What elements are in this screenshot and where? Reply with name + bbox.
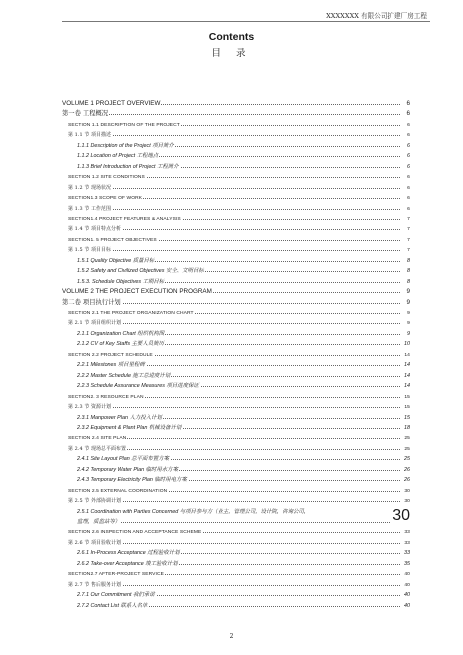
toc-dot-leader [68, 407, 400, 408]
toc-page-number: 14 [404, 352, 410, 358]
toc-entry[interactable] [0, 171, 463, 181]
toc-page-number: 35 [404, 560, 410, 567]
toc-entry-title: 2.3.1 Manpower Plan 人力投入计划 [77, 414, 162, 421]
toc-entry-title: 第 2.4 节 现场总平面布置 [68, 445, 126, 452]
toc-entry[interactable] [0, 558, 463, 568]
toc-entry-title: SECTION 2.6 INSPECTION AND ACCEPTANCE SCHEME [68, 530, 202, 536]
toc-entry[interactable] [0, 140, 463, 150]
toc-entry[interactable] [0, 286, 463, 296]
toc-page-number: 6 [407, 196, 410, 202]
toc-page-number: 14 [404, 383, 410, 390]
toc-entry-title: 第 1.1 节 项目描述 [68, 132, 111, 139]
toc-dot-leader [77, 522, 400, 523]
toc-page-number: 15 [404, 414, 410, 421]
toc-entry[interactable] [0, 422, 463, 432]
toc-page-number: 8 [407, 257, 410, 264]
toc-entry[interactable] [0, 223, 463, 233]
toc-entry-title: SECTION1. 5 PROJECT OBJECTIVES [68, 237, 157, 243]
toc-entry-title: 第 2.3 节 资源计划 [68, 404, 111, 411]
toc-entry[interactable] [0, 547, 463, 557]
toc-entry[interactable] [0, 297, 463, 307]
toc-page-number: 25 [404, 436, 410, 442]
toc-entry[interactable] [0, 192, 463, 202]
toc-dot-leader [68, 250, 400, 251]
toc-entry-title: 2.4.3 Temporary Electricity Plan 临时用电方案 [77, 477, 187, 484]
toc-entry[interactable] [0, 474, 463, 484]
toc-page-number: 7 [407, 237, 410, 243]
toc-entry-title: SECTION 1.2 SITE CONDITIONS [68, 175, 145, 181]
toc-entry[interactable] [0, 328, 463, 338]
toc-entry[interactable] [0, 108, 463, 118]
toc-entry-title: 2.5.1 Coordination with Parties Concerned 与项目参与方（业主，管理公司，设计院，咨询公司， [77, 508, 310, 515]
toc-entry[interactable] [0, 401, 463, 411]
toc-entry[interactable] [0, 213, 463, 223]
contents-title-chinese: 目 录 [211, 48, 252, 59]
toc-entry[interactable] [0, 589, 463, 599]
toc-entry-title: 2.4.2 Temporary Water Plan 临时用水方案 [77, 466, 178, 473]
toc-page-number: 6 [407, 133, 410, 139]
toc-page-number: 9 [407, 311, 410, 316]
toc-dot-leader [68, 135, 400, 136]
toc-dot-leader [68, 209, 400, 210]
toc-entry-title: 第 2.1 节 项目组织计划 [68, 320, 121, 327]
toc-entry[interactable] [0, 119, 463, 129]
toc-page-number: 30 [404, 488, 410, 494]
toc-entry-title: SECTION1.3 SCOPE OF WORK [68, 196, 143, 202]
toc-entry-title: 2.2.2 Master Schedule 施工总进度计划 [77, 372, 171, 379]
toc-entry[interactable] [0, 391, 463, 401]
toc-entry[interactable] [0, 203, 463, 213]
toc-page-number: 6 [407, 153, 410, 160]
toc-page-number: 25 [404, 446, 410, 452]
toc-page-number: 30 [392, 507, 410, 524]
toc-page-number: 8 [407, 278, 410, 285]
toc-page-number: 9 [407, 330, 410, 337]
toc-entry-title: 1.1.2 Location of Project 工程地点 [77, 153, 159, 160]
toc-entry-title: 2.7.2 Contact List 联系人名单 [77, 602, 148, 609]
toc-entry[interactable] [0, 485, 463, 495]
toc-page-number: 6 [407, 206, 410, 212]
toc-entry-title: 第 1.2 节 现场状况 [68, 184, 111, 191]
toc-entry-title: 第 2.6 节 项目验收计划 [68, 539, 121, 546]
toc-page-number: 15 [404, 394, 410, 400]
toc-entry[interactable] [0, 412, 463, 422]
toc-entry[interactable] [0, 317, 463, 327]
toc-entry[interactable] [0, 380, 463, 390]
toc-entry[interactable] [0, 359, 463, 369]
toc-entry[interactable] [0, 98, 463, 108]
toc-entry-title: 1.5.1 Quality Objective 质量目标 [77, 257, 155, 264]
toc-entry[interactable] [0, 182, 463, 192]
toc-entry-title: 第 1.5 节 项目目标 [68, 247, 111, 254]
toc-entry-title: 第 1.3 节 工作范围 [68, 205, 111, 212]
toc-page-number: 33 [404, 530, 410, 536]
toc-entry-title: SECTION2. 3 RESOURCE PLAN [68, 394, 144, 400]
toc-page-number: 10 [404, 341, 410, 348]
toc-page-number: 25 [404, 456, 410, 463]
toc-entry-title: VOLUME 2 THE PROJECT EXECUTION PROGRAM [62, 288, 212, 296]
toc-page-number: 14 [404, 362, 410, 369]
toc-entry-title: 1.1.3 Brief Introduction of Project 工程简介 [77, 163, 179, 170]
toc-page-number: 9 [406, 288, 410, 296]
toc-page-number: 6 [407, 185, 410, 191]
toc-entry-title: SECTION 2.2 PROJECT SCHEDULE [68, 352, 153, 358]
toc-page-number: 8 [407, 268, 410, 275]
toc-entry-title: SECTION1.4 PROJECT FEATURES & ANALYSIS [68, 216, 181, 222]
toc-entry[interactable] [0, 600, 463, 610]
toc-page-number: 40 [404, 582, 410, 588]
toc-page-number: 6 [407, 142, 410, 149]
toc-entry-title: 1.5.2 Safety and Civilized Objectives 安全、文明目标 [77, 268, 204, 275]
toc-entry-title: 2.1.1 Organization Chart 组织机构图 [77, 330, 165, 337]
toc-entry-title: SECTION2.7 AFTER-PROJECT SERVICE [68, 572, 164, 578]
toc-entry[interactable] [0, 255, 463, 265]
toc-entry-title: 2.4.1 Site Layout Plan 总平面布置方案 [77, 456, 169, 463]
toc-page-number: 40 [404, 602, 410, 609]
running-header: XXXXXXX 有限公司扩建厂房工程 [326, 12, 427, 20]
toc-entry[interactable] [0, 234, 463, 244]
toc-dot-leader [68, 188, 400, 189]
toc-entry-title: SECTION 2.1 THE PROJECT ORGANIZATION CHART [68, 311, 194, 316]
toc-entry[interactable] [0, 495, 463, 505]
toc-entry[interactable] [0, 150, 463, 160]
toc-entry-title: 2.6.2 Take-over Acceptance 竣工验收计划 [77, 560, 178, 567]
toc-page-number: 33 [404, 540, 410, 546]
toc-page-number: 30 [404, 499, 410, 505]
contents-title: Contents [208, 31, 255, 43]
toc-entry-title: SECTION 2.4 SITE PLAN [68, 436, 127, 442]
header-rule [62, 21, 430, 22]
toc-entry[interactable] [0, 443, 463, 453]
page-number: 2 [229, 633, 234, 640]
toc-entry[interactable] [0, 161, 463, 171]
toc-entry[interactable] [0, 579, 463, 589]
toc-entry[interactable] [0, 526, 463, 536]
toc-entry-title: 2.3.2 Equipment & Plant Plan 机械设备计划 [77, 424, 182, 431]
toc-entry[interactable] [0, 349, 463, 359]
toc-entry-title: SECTION 1.1 DESCRIPTION OF THE PROJECT [68, 122, 180, 128]
toc-page-number: 6 [407, 163, 410, 170]
toc-entry-title: 第 1.4 节 项目特点分析 [68, 226, 121, 233]
toc-page-number: 7 [407, 248, 410, 254]
toc-page-number: 14 [404, 372, 410, 379]
toc-entry-title: 2.6.1 In-Process Acceptance 过程验收计划 [77, 550, 180, 557]
toc-entry[interactable] [0, 338, 463, 348]
toc-page-number: 9 [406, 298, 410, 306]
toc-page-number: 6 [406, 110, 410, 118]
toc-entry[interactable] [0, 568, 463, 578]
toc-entry-title: 第二卷 项目执行计划 [62, 298, 121, 306]
toc-page-number: 6 [407, 175, 410, 181]
toc-page-number: 6 [406, 100, 410, 107]
toc-page-number: 6 [407, 122, 410, 128]
toc-entry-title: 1.1.1 Description of the Project 项目简介 [77, 142, 174, 149]
toc-page-number: 18 [404, 424, 410, 431]
toc-entry-title: 第一卷 工程概况 [62, 110, 109, 118]
toc-page-number: 40 [404, 572, 410, 578]
toc-entry[interactable] [0, 244, 463, 254]
toc-page-number: 7 [407, 227, 410, 233]
toc-entry-title: VOLUME 1 PROJECT OVERVIEW [62, 100, 161, 107]
toc-entry[interactable] [0, 537, 463, 547]
toc-page-number: 9 [407, 321, 410, 327]
toc-page-number: 26 [404, 466, 410, 473]
toc-entry-title: 2.2.1 Milestones 项目里程碑 [77, 362, 145, 369]
toc-entry-title: 2.2.3 Schedule Assurance Measures 项目进度保证 [77, 383, 199, 390]
toc-dot-leader [62, 114, 400, 115]
toc-entry[interactable] [0, 370, 463, 380]
toc-entry[interactable] [0, 265, 463, 275]
toc-page-number: 7 [407, 216, 410, 222]
toc-entry-title: 2.7.1 Our Commitment 我们承诺 [77, 592, 155, 599]
toc-entry[interactable] [0, 276, 463, 286]
toc-entry-title: 监理，质监站等） [77, 519, 121, 525]
toc-entry[interactable] [0, 129, 463, 139]
toc-entry-title: 2.1.2 CV of Key Staffs 主要人员简历 [77, 341, 164, 348]
toc-page-number: 33 [404, 550, 410, 557]
toc-entry-title: 1.5.3. Schedule Objectives 工期目标 [77, 278, 165, 285]
toc-entry[interactable] [0, 432, 463, 442]
toc-entry[interactable] [0, 464, 463, 474]
toc-page-number: 15 [404, 405, 410, 411]
toc-entry[interactable] [0, 307, 463, 317]
toc-entry-title: 第 2.7 节 售后服务计划 [68, 581, 121, 588]
toc-entry-title: 第 2.5 节 外部协调计划 [68, 498, 121, 505]
toc-entry[interactable] [0, 453, 463, 463]
toc-page-number: 26 [404, 477, 410, 484]
toc-page-number: 40 [404, 592, 410, 599]
toc-entry-title: SECTION 2.5 EXTERNAL COORDINATION [68, 488, 168, 494]
